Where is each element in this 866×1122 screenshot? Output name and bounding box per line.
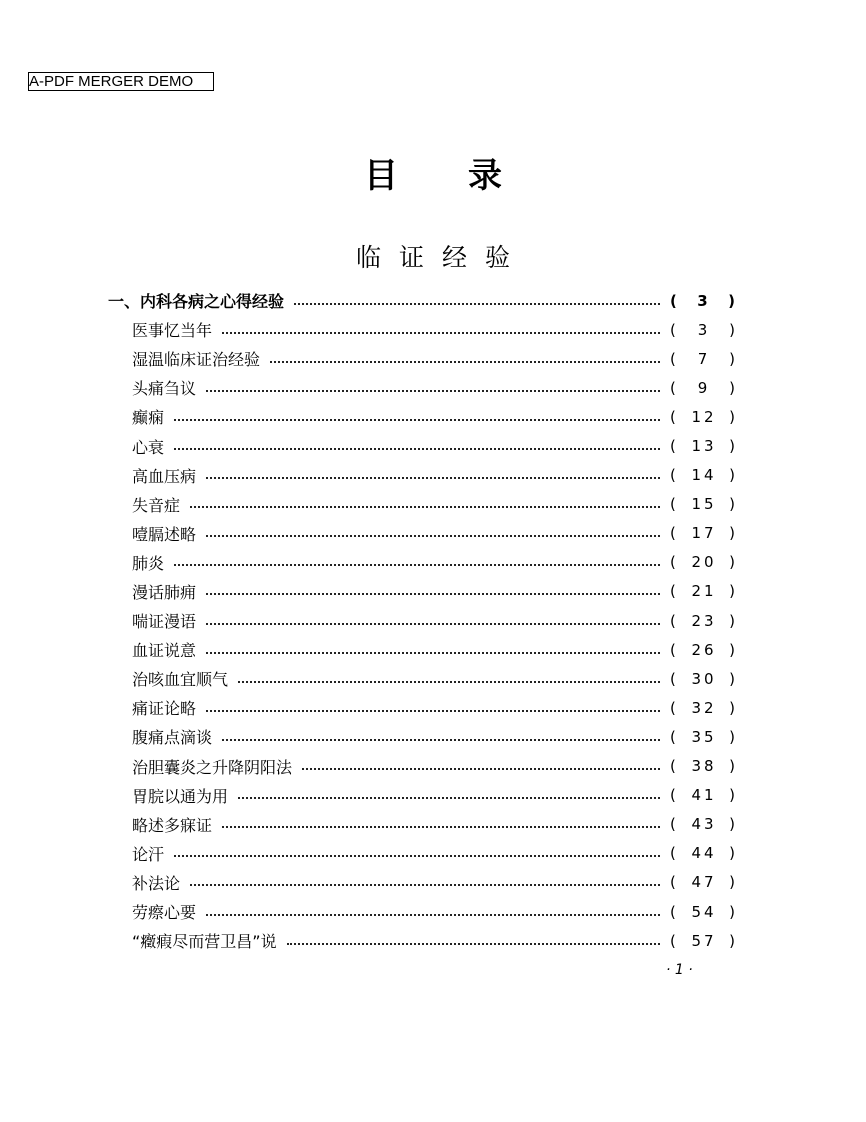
toc-entry-label: 痛证论略	[132, 699, 197, 719]
page-number-footer: · 1 ·	[666, 962, 693, 978]
toc-page-number: ( 9 )	[670, 378, 738, 397]
section-heading: 临证经验	[355, 243, 528, 272]
toc-page-number: ( 12 )	[670, 407, 738, 426]
watermark-label: A-PDF MERGER DEMO	[28, 72, 214, 91]
leader-dots	[294, 303, 660, 305]
leader-dots	[206, 593, 660, 595]
toc-entry-label: 劳瘵心要	[132, 903, 197, 923]
toc-page-number: ( 41 )	[670, 786, 738, 805]
toc-entry-label: 噎膈述略	[132, 524, 197, 544]
toc-page-number: ( 43 )	[670, 815, 738, 834]
toc-page-number: ( 30 )	[670, 669, 738, 688]
page-title: 目录	[364, 156, 572, 196]
leader-dots	[190, 884, 660, 886]
toc-page-number: ( 35 )	[670, 727, 738, 746]
toc-entry-label: 心衰	[132, 437, 165, 457]
leader-dots	[174, 855, 660, 857]
leader-dots	[206, 535, 660, 537]
toc-page-number: ( 15 )	[670, 495, 738, 514]
toc-entry[interactable]	[108, 810, 738, 839]
toc-entry[interactable]	[108, 926, 738, 955]
toc-section-label: 一、内科各病之心得经验	[108, 292, 285, 312]
toc-page-number: ( 21 )	[670, 582, 738, 601]
toc-entry-label: 头痛刍议	[132, 379, 197, 399]
toc-page-number: ( 57 )	[670, 931, 738, 950]
toc-entry-label: 高血压病	[132, 466, 197, 486]
toc-entry[interactable]	[108, 402, 738, 431]
leader-dots	[222, 826, 660, 828]
toc-page-number: ( 20 )	[670, 553, 738, 572]
toc-entry[interactable]	[108, 839, 738, 868]
toc-entry[interactable]	[108, 519, 738, 548]
toc-page-number: ( 26 )	[670, 640, 738, 659]
toc-page-number: ( 47 )	[670, 873, 738, 892]
toc-page-number: ( 54 )	[670, 902, 738, 921]
leader-dots	[190, 506, 660, 508]
toc-entry-label: 医事忆当年	[132, 321, 213, 341]
toc-page-number: ( 13 )	[670, 437, 738, 456]
toc-section-row[interactable]	[108, 286, 738, 315]
leader-dots	[270, 361, 660, 363]
toc-page-number: ( 14 )	[670, 466, 738, 485]
toc-entry[interactable]	[108, 635, 738, 664]
toc-entry[interactable]	[108, 606, 738, 635]
toc-entry-label: 略述多寐证	[132, 815, 213, 835]
leader-dots	[174, 419, 660, 421]
toc-page-number: ( 23 )	[670, 611, 738, 630]
leader-dots	[206, 477, 660, 479]
toc-entry[interactable]	[108, 373, 738, 402]
leader-dots	[287, 943, 660, 945]
toc-entry[interactable]	[108, 490, 738, 519]
toc-entry-label: 论汗	[132, 844, 165, 864]
leader-dots	[174, 564, 660, 566]
toc-entry[interactable]	[108, 897, 738, 926]
table-of-contents	[108, 286, 738, 955]
toc-page-number: ( 44 )	[670, 844, 738, 863]
toc-entry[interactable]	[108, 868, 738, 897]
toc-page-number: ( 7 )	[670, 349, 738, 368]
toc-entry-label: 癫痫	[132, 408, 165, 428]
toc-page-number: ( 17 )	[670, 524, 738, 543]
toc-page-number: ( 3 )	[670, 320, 738, 339]
toc-entry[interactable]	[108, 722, 738, 751]
leader-dots	[302, 768, 660, 770]
toc-entry[interactable]	[108, 577, 738, 606]
leader-dots	[238, 797, 660, 799]
leader-dots	[222, 739, 660, 741]
toc-entry-label: “癥瘕尽而营卫昌”说	[132, 932, 277, 952]
toc-entry[interactable]	[108, 664, 738, 693]
toc-entry[interactable]	[108, 431, 738, 460]
leader-dots	[206, 390, 660, 392]
toc-entry-label: 漫话肺痈	[132, 582, 197, 602]
toc-page-number: ( 38 )	[670, 757, 738, 776]
toc-entry-label: 血证说意	[132, 641, 197, 661]
toc-entry-label: 失音症	[132, 495, 181, 515]
toc-entry-label: 湿温临床证治经验	[132, 350, 261, 370]
toc-entry[interactable]	[108, 548, 738, 577]
toc-page-number: ( 32 )	[670, 698, 738, 717]
toc-page-number: ( 3 )	[670, 291, 738, 310]
leader-dots	[206, 914, 660, 916]
leader-dots	[222, 332, 660, 334]
leader-dots	[238, 681, 660, 683]
leader-dots	[206, 710, 660, 712]
toc-entry[interactable]	[108, 693, 738, 722]
toc-entry-label: 治胆囊炎之升降阴阳法	[132, 757, 293, 777]
toc-entry-label: 胃脘以通为用	[132, 786, 229, 806]
toc-entry-label: 肺炎	[132, 553, 165, 573]
toc-entry-label: 腹痛点滴谈	[132, 728, 213, 748]
leader-dots	[174, 448, 660, 450]
toc-entry-label: 治咳血宜顺气	[132, 670, 229, 690]
toc-entry[interactable]	[108, 315, 738, 344]
leader-dots	[206, 652, 660, 654]
toc-entry[interactable]	[108, 752, 738, 781]
leader-dots	[206, 623, 660, 625]
toc-entry-label: 补法论	[132, 873, 181, 893]
toc-entry[interactable]	[108, 344, 738, 373]
toc-entry-label: 喘证漫语	[132, 612, 197, 632]
toc-entry[interactable]	[108, 461, 738, 490]
toc-entry[interactable]	[108, 781, 738, 810]
